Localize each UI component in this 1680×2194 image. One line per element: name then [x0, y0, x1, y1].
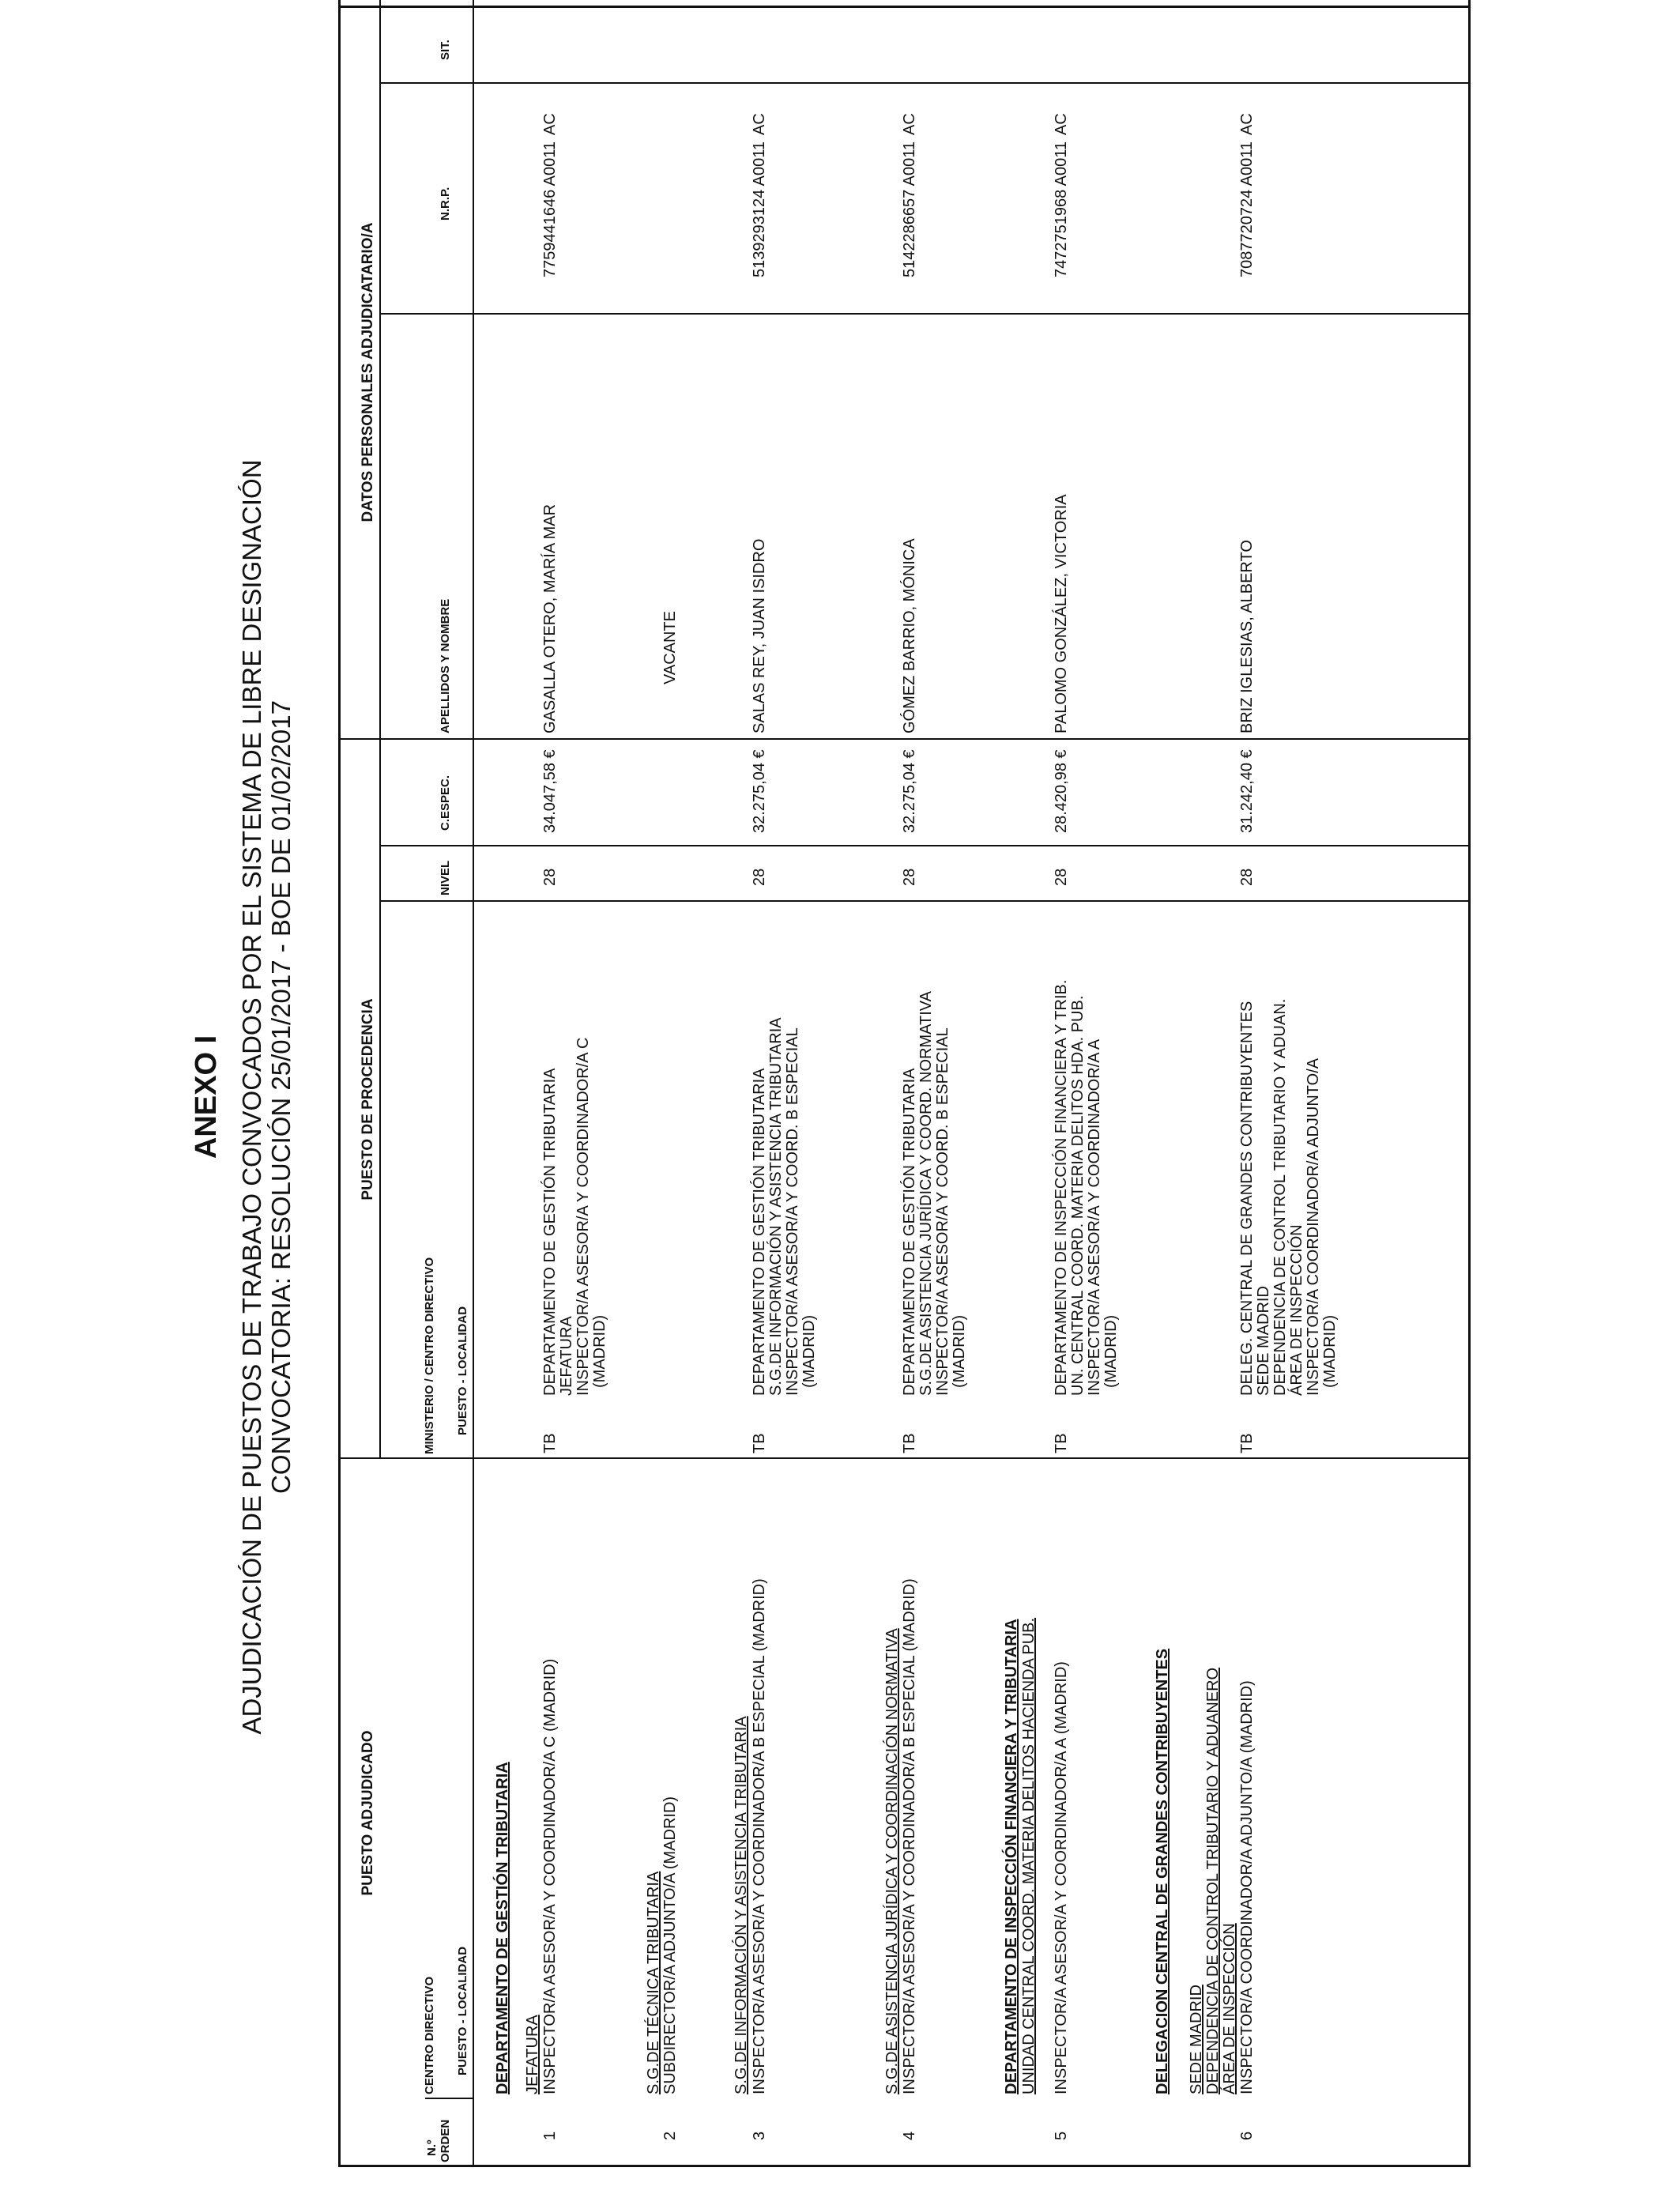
row-procedencia-line: DEPARTAMENTO DE GESTIÓN TRIBUTARIA: [901, 1068, 918, 1396]
row-puesto: INSPECTOR/A ASESOR/A Y COORDINADOR/A B ESPECIAL (MADRID): [901, 1578, 918, 2094]
row-procedencia-line: DELEG. CENTRAL DE GRANDES CONTRIBUYENTES: [1238, 1001, 1256, 1396]
unit-heading: DELEGACION CENTRAL DE GRANDES CONTRIBUYENTES: [1154, 1648, 1171, 2094]
col-line-sit: [379, 82, 1468, 84]
table-border-left: [338, 2165, 1470, 2167]
row-c-espec: 34.047,58 €: [541, 749, 559, 833]
header-c-espec: C.ESPEC.: [439, 775, 452, 831]
unit-heading: S.G.DE TÉCNICA TRIBUTARIA: [645, 1871, 662, 2094]
unit-subheading: DEPENDENCIA DE CONTROL TRIBUTARIO Y ADUANERO: [1204, 1667, 1222, 2094]
col-line-procedencia: [338, 1457, 1468, 1459]
row-nivel: 28: [541, 868, 559, 886]
row-procedencia-line: INSPECTOR/A COORDINADOR/A ADJUNTO/A: [1305, 1057, 1322, 1396]
row-procedencia-line: DEPARTAMENTO DE INSPECCIÓN FINANCIERA Y TRIB.: [1053, 979, 1070, 1396]
document-title: ADJUDICACIÓN DE PUESTOS DE TRABAJO CONVOCADOS POR EL SISTEMA DE LIBRE DESIGNACIÓN: [237, 459, 266, 1735]
row-procedencia-line: INSPECTOR/A ASESOR/A Y COORD. B ESPECIAL: [784, 1027, 801, 1396]
row-nombre: VACANTE: [661, 611, 679, 684]
unit-heading: S.G.DE ASISTENCIA JURÍDICA Y COORDINACIÓN NORMATIVA: [883, 1628, 901, 2094]
header-puesto-localidad: PUESTO - LOCALIDAD: [456, 1946, 469, 2075]
row-c-espec: 31.242,40 €: [1238, 749, 1256, 833]
header-ministerio: MINISTERIO / CENTRO DIRECTIVO: [423, 1257, 436, 1454]
row-nivel: 28: [901, 868, 918, 886]
row-nrp: 5142286657 A0011: [901, 141, 918, 277]
unit-subheading: ÁREA DE INSPECCIÓN: [1221, 1923, 1238, 2094]
row-puesto: INSPECTOR/A COORDINADOR/A ADJUNTO/A (MADRID): [1238, 1680, 1256, 2094]
row-procedencia-line: (MADRID): [1321, 1314, 1339, 1388]
header-nivel: NIVEL: [439, 860, 452, 895]
row-c-espec: 32.275,04 €: [901, 749, 918, 833]
col-line-datos: [338, 738, 1468, 740]
row-orden: 6: [1238, 2131, 1256, 2140]
row-procedencia-line: DEPARTAMENTO DE GESTIÓN TRIBUTARIA: [541, 1068, 559, 1396]
row-tipo: TB: [1238, 1433, 1256, 1453]
row-nombre: GÓMEZ BARRIO, MÓNICA: [901, 538, 918, 733]
col-line-nrp: [379, 313, 1468, 315]
row-orden: 2: [661, 2131, 679, 2140]
unit-subheading: JEFATURA: [524, 2015, 541, 2094]
unit-heading: DEPARTAMENTO DE INSPECCIÓN FINANCIERA Y TRIBUTARIA: [1003, 1619, 1020, 2094]
row-procedencia-line: INSPECTOR/A ASESOR/A Y COORDINADOR/A C: [574, 1037, 592, 1396]
header-datos-personales: DATOS PERSONALES ADJUDICATARIO/A: [360, 222, 376, 522]
row-nombre: PALOMO GONZÁLEZ, VICTORIA: [1053, 494, 1070, 733]
document-subtitle: CONVOCATORIA: RESOLUCIÓN 25/01/2017 - BOE DE 01/02/2017: [266, 700, 296, 1494]
row-nombre: SALAS REY, JUAN ISIDRO: [751, 538, 768, 733]
row-orden: 5: [1053, 2131, 1070, 2140]
row-nombre: GASALLA OTERO, MARÍA MAR: [541, 503, 559, 733]
row-procedencia-line: ÁREA DE INSPECCIÓN: [1288, 1224, 1305, 1396]
header-separator: [473, 0, 474, 2167]
row-procedencia-line: JEFATURA: [558, 1316, 575, 1396]
row-nivel: 28: [1238, 868, 1256, 886]
header-sit: SIT.: [439, 40, 452, 60]
row-nrp: 7472751968 A0011: [1053, 141, 1070, 277]
row-nrp: 5139293124 A0011: [751, 141, 768, 277]
row-nombre: BRIZ IGLESIAS, ALBERTO: [1238, 540, 1256, 733]
annex-title: ANEXO I: [190, 1035, 223, 1159]
table-border-bottom: [1468, 0, 1471, 2167]
header-puesto-localidad-2: PUESTO - LOCALIDAD: [456, 1306, 469, 1435]
row-sit: AC: [901, 113, 918, 135]
table-border-right: [338, 6, 1470, 8]
row-procedencia-line: S.G.DE ASISTENCIA JURÍDICA Y COORD. NORMATIVA: [917, 991, 935, 1396]
row-procedencia-line: DEPENDENCIA DE CONTROL TRIBUTARIO Y ADUAN.: [1271, 998, 1289, 1396]
unit-heading: DEPARTAMENTO DE GESTIÓN TRIBUTARIA: [494, 1762, 511, 2094]
col-line-nivel: [379, 900, 1468, 902]
row-puesto: INSPECTOR/A ASESOR/A Y COORDINADOR/A A (MADRID): [1053, 1661, 1070, 2094]
row-orden: 3: [751, 2131, 768, 2140]
row-sit: AC: [1238, 113, 1256, 135]
header-no: N.º: [425, 2139, 439, 2156]
col-line-cespec: [379, 845, 1468, 846]
row-nivel: 28: [751, 868, 768, 886]
row-procedencia-line: DEPARTAMENTO DE GESTIÓN TRIBUTARIA: [751, 1068, 768, 1396]
row-procedencia-line: UN. CENTRAL COORD. MATERIA DELITOS HDA. PUB.: [1069, 995, 1087, 1396]
row-tipo: TB: [751, 1433, 768, 1453]
col-line-orden: [425, 2098, 473, 2099]
row-sit: AC: [1053, 113, 1070, 135]
row-procedencia-line: (MADRID): [951, 1314, 968, 1388]
row-procedencia-line: (MADRID): [591, 1314, 608, 1388]
header-puesto-adjudicado: PUESTO ADJUDICADO: [360, 1730, 376, 1896]
row-nrp: 7759441646 A0011: [541, 141, 559, 277]
row-procedencia-line: (MADRID): [800, 1314, 818, 1388]
row-procedencia-line: SEDE MADRID: [1255, 1286, 1272, 1396]
row-procedencia-line: (MADRID): [1102, 1314, 1120, 1388]
group-header-line: [379, 0, 381, 1459]
row-procedencia-line: S.G.DE INFORMACIÓN Y ASISTENCIA TRIBUTARIA: [767, 1017, 785, 1396]
header-nrp: N.R.P.: [439, 187, 452, 221]
row-c-espec: 32.275,04 €: [751, 749, 768, 833]
header-apellidos: APELLIDOS Y NOMBRE: [439, 598, 452, 733]
row-nrp: 7087720724 A0011: [1238, 141, 1256, 277]
row-procedencia-line: INSPECTOR/A ASESOR/A Y COORDINADOR/A A: [1086, 1039, 1103, 1396]
row-c-espec: 28.420,98 €: [1053, 749, 1070, 833]
row-tipo: TB: [541, 1433, 559, 1453]
row-nivel: 28: [1053, 868, 1070, 886]
row-orden: 1: [541, 2131, 559, 2140]
unit-subheading: SEDE MADRID: [1188, 1985, 1205, 2094]
row-puesto: SUBDIRECTOR/A ADJUNTO/A (MADRID): [661, 1796, 679, 2094]
row-procedencia-line: INSPECTOR/A ASESOR/A Y COORD. B ESPECIAL: [934, 1027, 951, 1396]
unit-subheading: UNIDAD CENTRAL COORD. MATERIA DELITOS HACIENDA PUB.: [1020, 1617, 1038, 2094]
unit-heading: S.G.DE INFORMACIÓN Y ASISTENCIA TRIBUTARIA: [733, 1716, 750, 2094]
row-sit: AC: [751, 113, 768, 135]
row-puesto: INSPECTOR/A ASESOR/A Y COORDINADOR/A C (MADRID): [541, 1658, 559, 2094]
row-puesto: INSPECTOR/A ASESOR/A Y COORDINADOR/A B ESPECIAL (MADRID): [751, 1578, 768, 2094]
row-tipo: TB: [901, 1433, 918, 1453]
header-puesto-procedencia: PUESTO DE PROCEDENCIA: [360, 998, 376, 1201]
header-centro-directivo: CENTRO DIRECTIVO: [423, 1976, 436, 2094]
row-sit: AC: [541, 113, 559, 135]
row-tipo: TB: [1053, 1433, 1070, 1453]
header-orden: ORDEN: [439, 2119, 452, 2162]
row-orden: 4: [901, 2131, 918, 2140]
table-border-top: [338, 0, 341, 2167]
